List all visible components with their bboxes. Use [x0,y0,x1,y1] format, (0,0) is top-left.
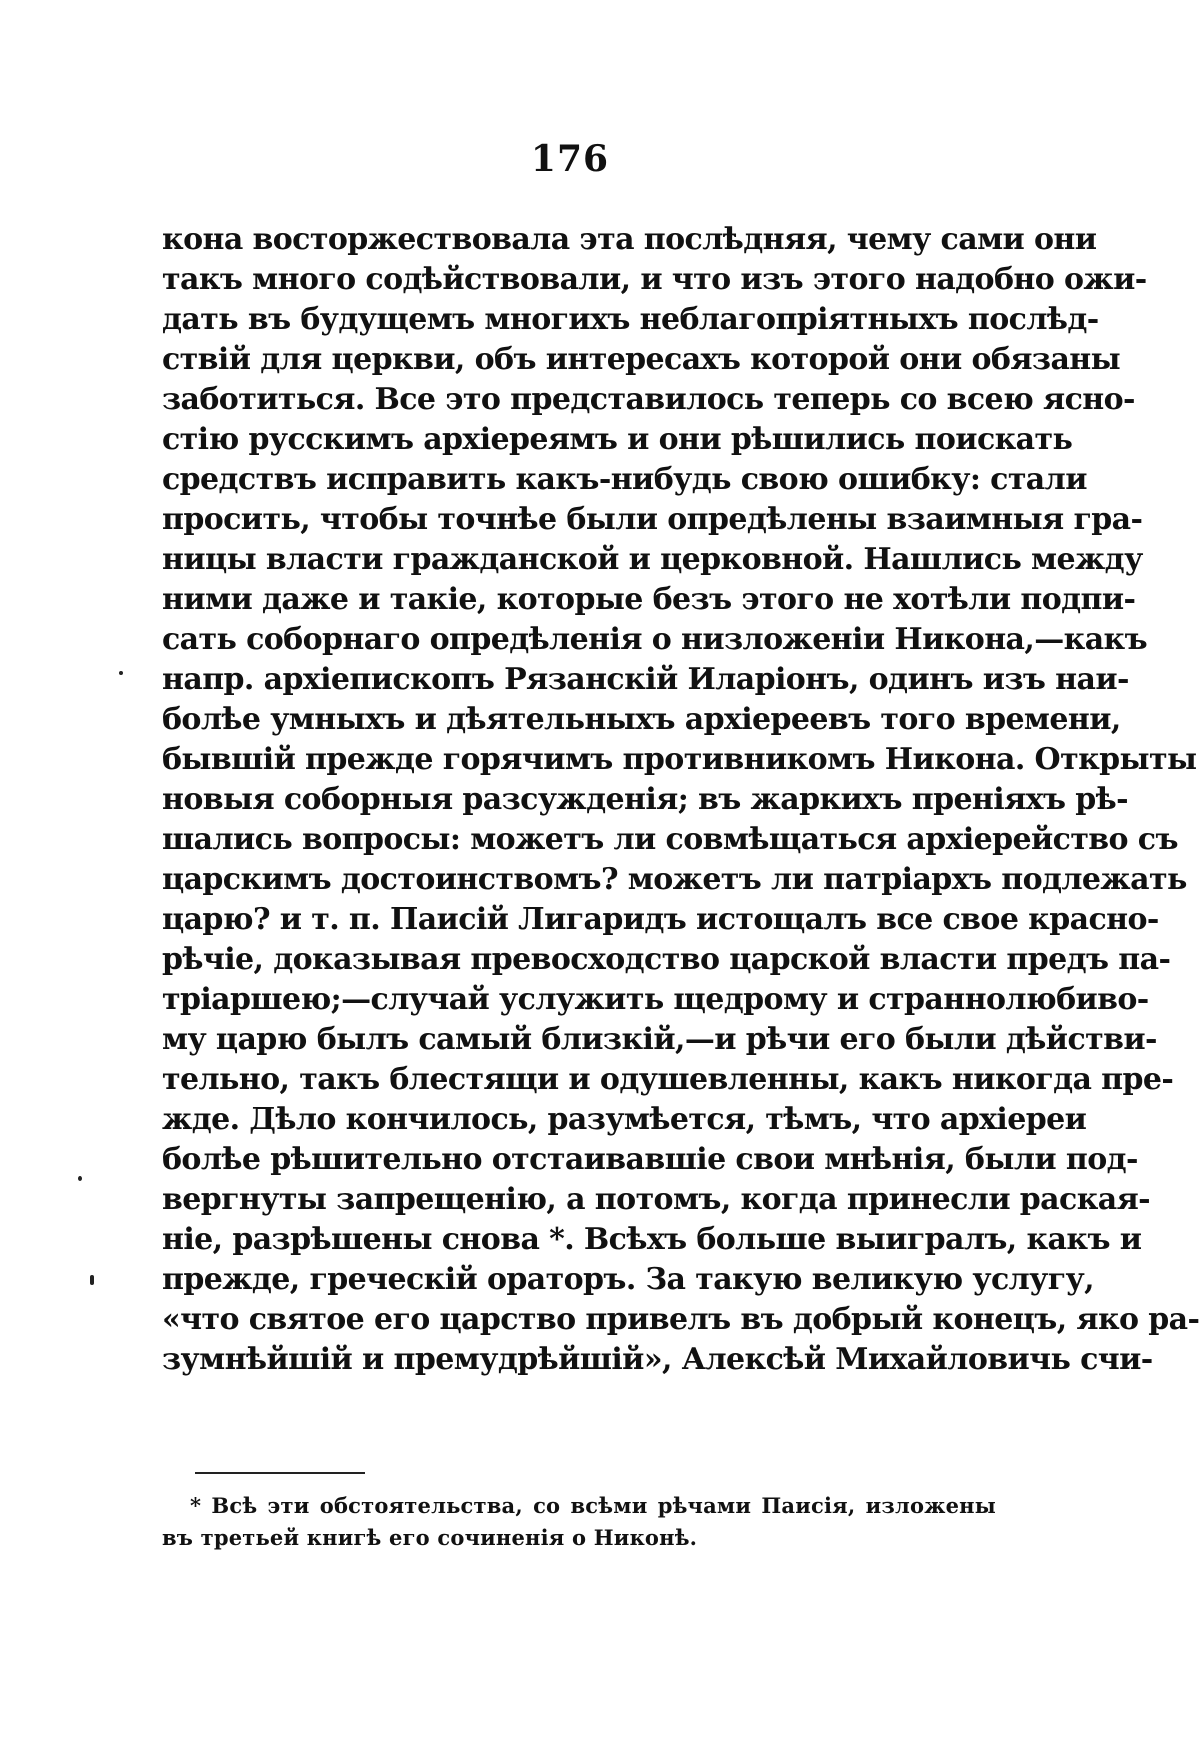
text-line: напр. архіепископъ Рязанскій Иларіонъ, одинъ изъ наи- [162,662,1129,697]
text-line: ницы власти гражданской и церковной. Нашлись между [162,542,1143,577]
text-line: ствій для церкви, объ интересахъ которой они обязаны [162,342,1121,377]
body-text [162,220,1199,1380]
margin-speck [90,1275,94,1285]
footnote-line: * Всѣ эти обстоятельства, со всѣми рѣчами Паисія, изложены [190,1493,996,1518]
text-line: стію русскимъ архіереямъ и они рѣшились поискать [162,422,1073,457]
text-line: му царю былъ самый близкій,—и рѣчи его были дѣйстви- [162,1022,1157,1057]
page-number: 176 [530,138,610,180]
text-line: зумнѣйшій и премудрѣйшій», Алексѣй Михайловичь счи- [162,1342,1153,1377]
text-line: тельно, такъ блестящи и одушевленны, какъ никогда пре- [162,1062,1174,1097]
text-line: дать въ будущемъ многихъ неблагопріятныхъ послѣд- [162,302,1099,337]
footnote-divider [195,1472,365,1474]
text-line: шались вопросы: можетъ ли совмѣщаться архіерейство съ [162,822,1178,857]
text-line: средствъ исправить какъ-нибудь свою ошибку: стали [162,462,1087,497]
text-line: «что святое его царство привелъ въ добрый конецъ, яко ра- [162,1302,1199,1337]
footnote [162,1490,996,1554]
text-line: царскимъ достоинствомъ? можетъ ли патріархъ подлежать [162,862,1187,897]
text-line: ніе, разрѣшены снова *. Всѣхъ больше выигралъ, какъ и [162,1222,1142,1257]
margin-speck [78,1176,82,1181]
text-line: сать соборнаго опредѣленія о низложеніи Никона,—какъ [162,622,1148,657]
text-line: ними даже и такіе, которые безъ этого не хотѣли подпи- [162,582,1136,617]
text-line: заботиться. Все это представилось теперь со всею ясно- [162,382,1135,417]
text-line: кона восторжествовала эта послѣдняя, чему сами они [162,222,1097,257]
text-line: рѣчіе, доказывая превосходство царской власти предъ па- [162,942,1171,977]
text-line: болѣе умныхъ и дѣятельныхъ архіереевъ того времени, [162,702,1121,737]
text-line: прежде, греческій ораторъ. За такую великую услугу, [162,1262,1094,1297]
footnote-line: въ третьей книгѣ его сочиненія о Никонѣ. [162,1525,698,1550]
text-line: просить, чтобы точнѣе были опредѣлены взаимныя гра- [162,502,1143,537]
margin-speck [119,671,123,675]
text-line: жде. Дѣло кончилось, разумѣется, тѣмъ, что архіереи [162,1102,1087,1137]
text-line: тріаршею;—случай услужить щедрому и страннолюбиво- [162,982,1149,1017]
text-line: царю? и т. п. Паисій Лигаридъ истощалъ все свое красно- [162,902,1159,937]
text-line: новыя соборныя разсужденія; въ жаркихъ преніяхъ рѣ- [162,782,1128,817]
text-line: такъ много содѣйствовали, и что изъ этого надобно ожи- [162,262,1147,297]
text-line: болѣе рѣшительно отстаивавшіе свои мнѣнія, были под- [162,1142,1138,1177]
text-line: бывшій прежде горячимъ противникомъ Никона. Открыты [162,742,1197,777]
text-line: вергнуты запрещенію, а потомъ, когда принесли раская- [162,1182,1151,1217]
